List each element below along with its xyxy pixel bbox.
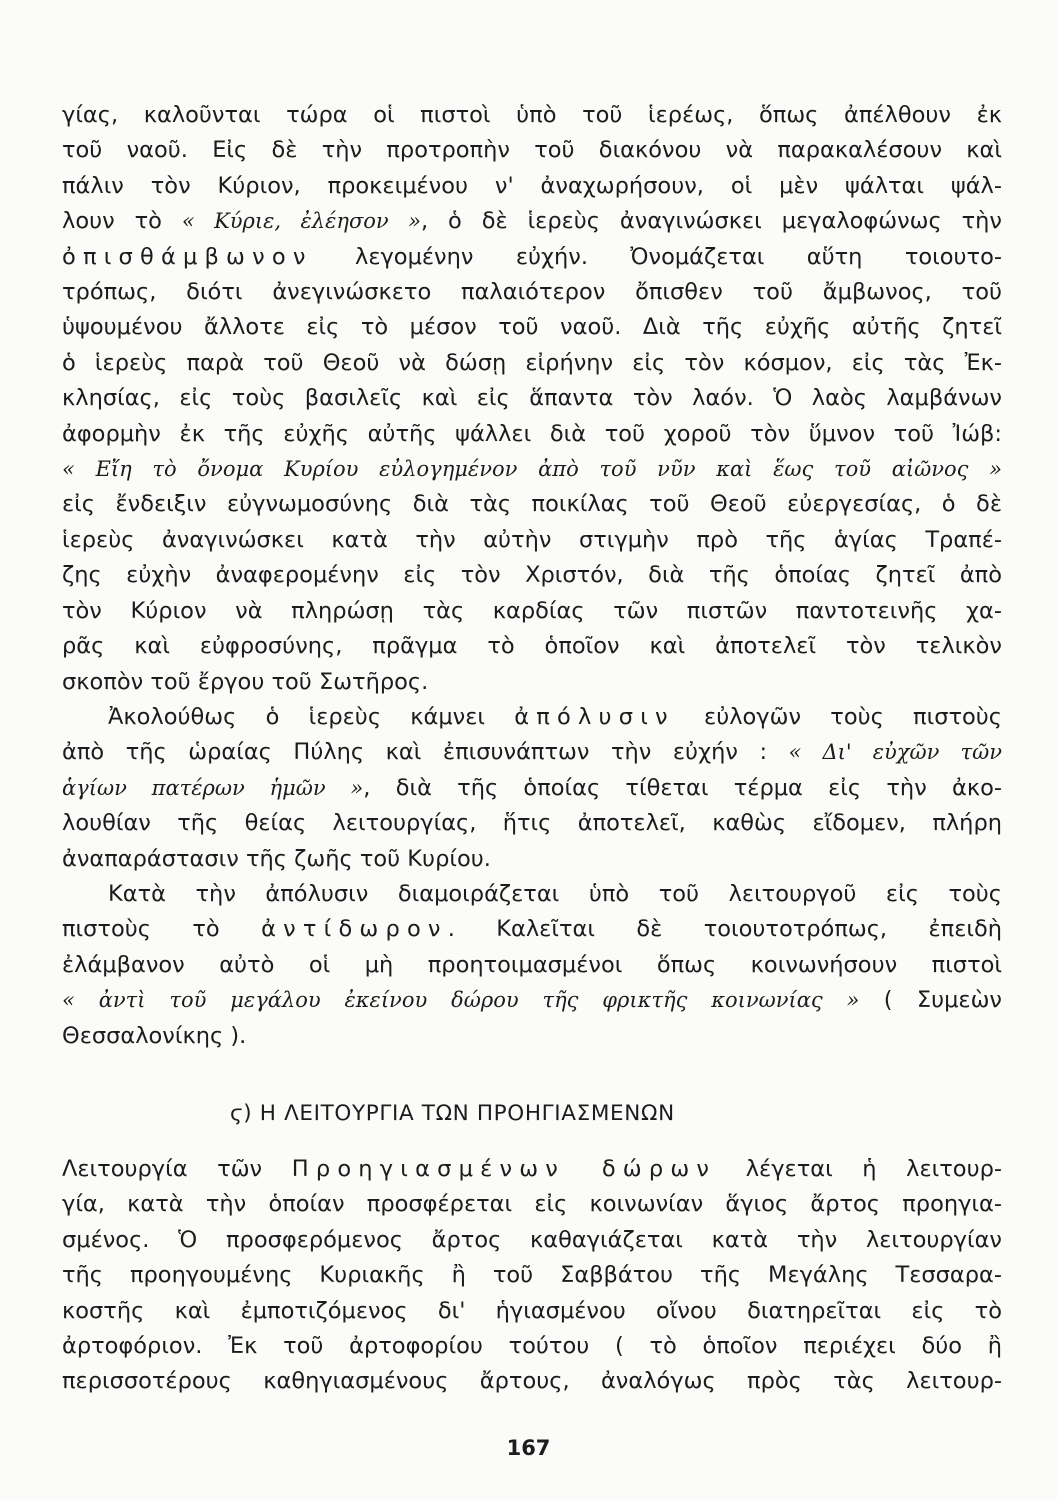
text-line: Ἀκολούθως ὁ ἱερεὺς κάμνει ἀπόλυσιν εὐλογῶν τοὺς πιστοὺς xyxy=(108,703,1003,730)
quote-di-euchon: « Δι' εὐχῶν τῶν xyxy=(788,740,1002,765)
paragraph-4 xyxy=(62,1152,1002,1400)
paragraph-3 xyxy=(62,877,1002,1054)
text-line: τὸν Κύριον νὰ πληρώσῃ τὰς καρδίας τῶν πιστῶν παντοτεινῆς χα- xyxy=(62,597,1002,624)
quote-di-euchon-cont: ἁγίων πατέρων ἡμῶν » xyxy=(62,775,364,800)
text-line: τοῦ ναοῦ. Εἰς δὲ τὴν προτροπὴν τοῦ διακόνου νὰ παρακαλέσουν καὶ xyxy=(62,137,1002,164)
quote-line: « Εἴη τὸ ὄνομα Κυρίου εὐλογημένον ἀπὸ τοῦ νῦν καὶ ἕως τοῦ αἰῶνος » xyxy=(62,457,1002,482)
text-line: Λειτουργία τῶν Προηγιασμένων δώρων λέγεται ἡ λειτουρ- xyxy=(62,1156,1002,1182)
text-line: ἀρτοφόριον. Ἐκ τοῦ ἀρτοφορίου τούτου ( τὸ ὁποῖον περιέχει δύο ἢ xyxy=(62,1333,1002,1360)
text-line: κοστῆς καὶ ἐμποτιζόμενος δι' ἡγιασμένου οἴνου διατηρεῖται εἰς τὸ xyxy=(62,1297,1002,1324)
paragraph-2 xyxy=(62,700,1002,877)
text-line: λουθίαν τῆς θείας λειτουργίας, ἥτις ἀποτελεῖ, καθὼς εἴδομεν, πλήρη xyxy=(62,810,1002,837)
text-line: ἱερεὺς ἀναγινώσκει κατὰ τὴν αὐτὴν στιγμὴν πρὸ τῆς ἁγίας Τραπέ- xyxy=(62,526,1002,553)
text-line: γίας, καλοῦνται τώρα οἱ πιστοὶ ὑπὸ τοῦ ἱερέως, ὅπως ἀπέλθουν ἐκ xyxy=(62,102,1002,128)
text-line: ὁ ἱερεὺς παρὰ τοῦ Θεοῦ νὰ δώσῃ εἰρήνην εἰς τὸν κόσμον, εἰς τὰς Ἐκ- xyxy=(62,349,1002,376)
text-line: περισσοτέρους καθηγιασμένους ἄρτους, ἀναλόγως πρὸς τὰς λειτουρ- xyxy=(62,1368,1002,1395)
text-line: σκοπὸν τοῦ ἔργου τοῦ Σωτῆρος. xyxy=(62,668,429,695)
text-line: « ἀντὶ τοῦ μεγάλου ἐκείνου δώρου τῆς φρικτῆς κοινωνίας » ( Συμεὼν xyxy=(62,987,1002,1014)
text-line: ἀφορμὴν ἐκ τῆς εὐχῆς αὐτῆς ψάλλει διὰ τοῦ χοροῦ τὸν ὕμνον τοῦ Ἰώβ: xyxy=(62,420,1002,447)
section-heading: ϛ) Η ΛΕΙΤΟΥΡΓΙΑ ΤΩΝ ΠΡΟΗΓΙΑΣΜΕΝΩΝ xyxy=(230,1101,675,1126)
text-line: ἁγίων πατέρων ἡμῶν », διὰ τῆς ὁποίας τίθεται τέρμα εἰς τὴν ἀκο- xyxy=(62,774,1002,801)
text-line: πιστοὺς τὸ ἀντίδωρον. Καλεῖται δὲ τοιουτοτρόπως, ἐπειδὴ xyxy=(62,916,1002,943)
text-line: ὀπισθάμβωνον λεγομένην εὐχήν. Ὀνομάζεται αὕτη τοιουτο- xyxy=(62,243,1002,270)
body-text-top xyxy=(62,98,1002,1054)
paragraph-1 xyxy=(62,98,1002,700)
text-line: λουν τὸ « Κύριε, ἐλέησον », ὁ δὲ ἱερεὺς ἀναγινώσκει μεγαλοφώνως τὴν xyxy=(62,208,1003,235)
text-line: Κατὰ τὴν ἀπόλυσιν διαμοιράζεται ὑπὸ τοῦ λειτουργοῦ εἰς τοὺς xyxy=(108,880,1002,907)
text-line: πάλιν τὸν Κύριον, προκειμένου ν' ἀναχωρήσουν, οἱ μὲν ψάλται ψάλ- xyxy=(62,172,1002,199)
spaced-term: ὀπισθάμβωνον xyxy=(62,243,313,270)
text-line: κλησίας, εἰς τοὺς βασιλεῖς καὶ εἰς ἅπαντα τὸν λαόν. Ὁ λαὸς λαμβάνων xyxy=(62,385,1002,412)
spaced-term: ἀπόλυσιν xyxy=(514,703,675,730)
text-line: ὑψουμένου ἄλλοτε εἰς τὸ μέσον τοῦ ναοῦ. Διὰ τῆς εὐχῆς αὐτῆς ζητεῖ xyxy=(62,314,1002,341)
spaced-term: ἀντίδωρον xyxy=(261,916,448,943)
text-line: εἰς ἔνδειξιν εὐγνωμοσύνης διὰ τὰς ποικίλας τοῦ Θεοῦ εὐεργεσίας, ὁ δὲ xyxy=(62,491,1002,518)
text-line: γία, κατὰ τὴν ὁποίαν προσφέρεται εἰς κοινωνίαν ἅγιος ἄρτος προηγια- xyxy=(62,1191,1002,1218)
quote-kyrie: « Κύριε, ἐλέησον » xyxy=(181,209,421,234)
text-line: τῆς προηγουμένης Κυριακῆς ἢ τοῦ Σαββάτου τῆς Μεγάλης Τεσσαρα- xyxy=(62,1262,1002,1289)
page-number: 167 xyxy=(506,1436,551,1460)
text-line: ρᾶς καὶ εὐφροσύνης, πρᾶγμα τὸ ὁποῖον καὶ ἀποτελεῖ τὸν τελικὸν xyxy=(62,633,1002,660)
spaced-term: Προηγιασμένων δώρων xyxy=(291,1156,717,1182)
text-line: ἐλάμβανον αὐτὸ οἱ μὴ προητοιμασμένοι ὅπως κοινωνήσουν πιστοὶ xyxy=(62,951,1002,978)
text-line: Θεσσαλονίκης ). xyxy=(62,1022,247,1049)
text-line: τρόπως, διότι ἀνεγινώσκετο παλαιότερον ὄπισθεν τοῦ ἄμβωνος, τοῦ xyxy=(62,279,1002,306)
quote-anti: « ἀντὶ τοῦ μεγάλου ἐκείνου δώρου τῆς φρικτῆς κοινωνίας » xyxy=(62,988,860,1013)
text-line: σμένος. Ὁ προσφερόμενος ἄρτος καθαγιάζεται κατὰ τὴν λειτουργίαν xyxy=(62,1226,1002,1253)
text-line: ἀπὸ τῆς ὡραίας Πύλης καὶ ἐπισυνάπτων τὴν εὐχήν : « Δι' εὐχῶν τῶν xyxy=(62,739,1002,766)
text-line: ἀναπαράστασιν τῆς ζωῆς τοῦ Κυρίου. xyxy=(62,845,491,872)
body-text-bottom xyxy=(62,1152,1002,1400)
text-line: ζης εὐχὴν ἀναφερομένην εἰς τὸν Χριστόν, διὰ τῆς ὁποίας ζητεῖ ἀπὸ xyxy=(62,562,1002,589)
